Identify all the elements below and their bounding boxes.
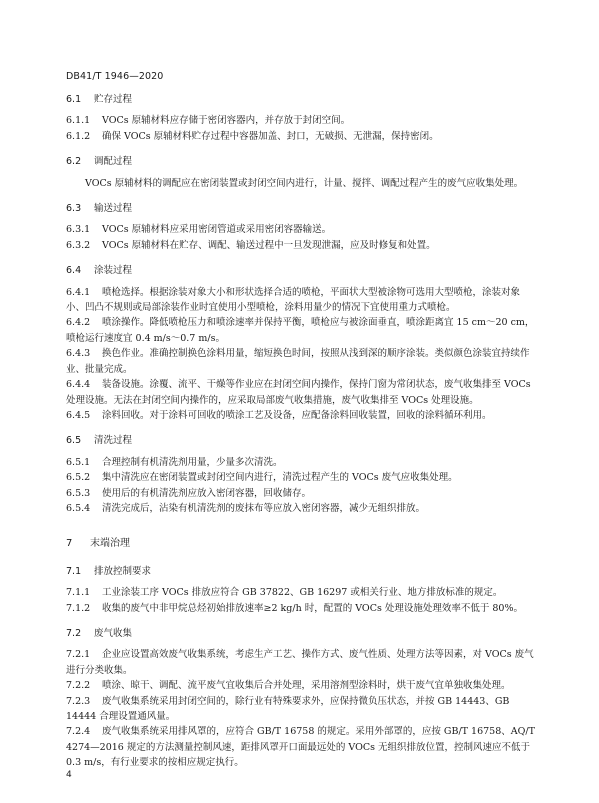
- clause-text: 喷枪选择。根据涂装对象大小和形状选择合适的喷枪，平面状大型被涂物可选用大型喷枪，涂装对象小、凹凸不规则或局部涂装作业时宜使用小型喷枪，涂料用量少的情况下宜使用重力式喷枪。: [66, 286, 521, 314]
- section-title: 贮存过程: [94, 94, 133, 105]
- section-heading-6-1: [66, 92, 538, 107]
- section-title: 输送过程: [94, 203, 133, 215]
- section-number: 6.2: [66, 156, 82, 168]
- clause-text: 合理控制有机清洗剂用量，少量多次清洗。: [102, 456, 283, 468]
- clause-text: 使用后的有机清洗剂应放入密闭容器，回收储存。: [102, 487, 312, 499]
- clause-number: 7.2.3: [66, 695, 91, 707]
- clause-number: 6.5.3: [66, 487, 91, 499]
- clause-text: 废气收集系统采用排风罩的，应符合 GB/T 16758 的规定。采用外部罩的，应按 GB/T 16758、AQ/T 4274—2016 规定的方法测量控制风速，距排风罩开口面最远处的 VOCs 无组织排放位置，控制风速应不低于 0.3 m/s，有行业要求的按相应规定执行。: [66, 726, 535, 769]
- clause-6-1-2: [66, 129, 538, 144]
- clause-7-2-2: [66, 678, 538, 693]
- clause-6-3-2: [66, 238, 538, 253]
- section-title: 排放控制要求: [94, 565, 152, 577]
- clause-number: 7.2.1: [66, 649, 91, 661]
- clause-text: 企业应设置高效废气收集系统，考虑生产工艺、操作方式、废气性质、处理方法等因素，对 VOCs 废气进行分类收集。: [66, 649, 534, 676]
- clause-number: 6.3.2: [66, 239, 91, 251]
- section-number: 6.5: [66, 435, 82, 447]
- paragraph-6-2: VOCs 原辅材料的调配应在密闭装置或封闭空间内进行，计量、搅拌、调配过程产生的废气应收集处理。: [85, 177, 524, 189]
- section-number: 6.4: [66, 265, 82, 277]
- clause-text: 确保 VOCs 原辅材料贮存过程中容器加盖、封口，无破损、无泄漏，保持密闭。: [102, 130, 439, 142]
- clause-6-1-1: [66, 113, 538, 128]
- clause-number: 6.1.2: [66, 130, 91, 142]
- clause-number: 6.4.2: [66, 317, 91, 329]
- chapter-heading-7: [66, 536, 538, 551]
- clause-number: 6.5.2: [66, 472, 91, 484]
- clause-number: 7.2.2: [66, 680, 91, 692]
- clause-number: 7.1.2: [66, 602, 91, 614]
- clause-number: 6.5.4: [66, 502, 91, 514]
- clause-number: 6.4.4: [66, 379, 91, 391]
- clause-7-2-4: [66, 724, 538, 770]
- clause-text: 清洗完成后，沾染有机清洗剂的废抹布等应放入密闭容器，减少无组织排放。: [102, 502, 426, 514]
- clause-text: 喷涂操作。降低喷枪压力和喷涂速率并保持平衡，喷枪应与被涂面垂直，喷涂距离宜 15 cm～20 cm，喷枪运行速度宜 0.4 m/s～0.7 m/s。: [66, 317, 535, 344]
- section-title: 调配过程: [94, 156, 133, 168]
- clause-number: 6.5.1: [66, 456, 91, 468]
- clause-6-5-2: [66, 470, 538, 485]
- clause-7-2-1: [66, 647, 538, 678]
- clause-text: 换色作业。准确控制换色涂料用量，缩短换色时间，按照从浅到深的顺序涂装。类似颜色涂装宜持续作业、批量完成。: [66, 348, 530, 375]
- section-heading-7-2: [66, 626, 538, 641]
- section-number: 6.1: [66, 94, 82, 105]
- clause-6-4-2: [66, 315, 538, 346]
- clause-number: 7.2.4: [66, 726, 91, 738]
- clause-text: 工业涂装工序 VOCs 排放应符合 GB 37822、GB 16297 或相关行业、地方排放标准的规定。: [102, 587, 503, 599]
- page-number: 4: [66, 770, 72, 780]
- clause-text: 喷涂、晾干、调配、流平废气宜收集后合并处理，采用溶剂型涂料时，烘干废气宜单独收集处理。: [102, 680, 511, 692]
- clause-6-5-4: [66, 501, 538, 516]
- clause-number: 6.4.3: [66, 348, 91, 360]
- clause-text: 废气收集系统采用封闭空间的，除行业有特殊要求外，应保持微负压状态，并按 GB 14443、GB 14444 合理设置通风量。: [66, 695, 510, 722]
- section-heading-6-4: [66, 263, 538, 278]
- clause-number: 7.1.1: [66, 587, 91, 599]
- clause-6-5-1: [66, 455, 538, 470]
- clause-text: VOCs 原辅材料应采用密闭管道或采用密闭容器输送。: [102, 224, 332, 236]
- clause-6-3-1: [66, 222, 538, 237]
- clause-text: 装备设施。涂覆、流平、干燥等作业应在封闭空间内操作，保持门窗为常闭状态，废气收集排至 VOCs 处理设施。无法在封闭空间内操作的，应采取局部废气收集措施，废气收集排至 VOCs 处理设施。: [66, 379, 531, 406]
- clause-6-4-5: [66, 408, 538, 423]
- section-title: 涂装过程: [94, 265, 133, 277]
- clause-6-4-3: [66, 346, 538, 377]
- clause-text: 涂料回收。对于涂料可回收的喷涂工艺及设备，应配备涂料回收装置，回收的涂料循环利用。: [102, 409, 492, 421]
- chapter-number: 7: [66, 538, 73, 550]
- clause-number: 6.1.1: [66, 115, 91, 127]
- clause-6-4-4: [66, 377, 538, 408]
- clause-7-1-2: [66, 601, 538, 616]
- clause-7-2-3: [66, 694, 538, 725]
- section-title: 清洗过程: [94, 435, 133, 447]
- section-title: 废气收集: [94, 627, 133, 639]
- clause-6-4-1: [66, 285, 538, 316]
- clause-text: 收集的废气中非甲烷总烃初始排放速率≥2 kg/h 时，配置的 VOCs 处理设施处理效率不低于 80%。: [102, 602, 524, 614]
- clause-text: 集中清洗应在密闭装置或封闭空间内进行，清洗过程产生的 VOCs 废气应收集处理。: [102, 472, 458, 484]
- section-number: 6.3: [66, 203, 82, 215]
- document-id-header: DB41/T 1946—2020: [66, 71, 164, 82]
- clause-text: VOCs 原辅材料在贮存、调配、输送过程中一旦发现泄漏，应及时修复和处置。: [102, 239, 436, 251]
- chapter-title: 末端治理: [90, 538, 130, 550]
- section-number: 7.2: [66, 627, 82, 639]
- section-heading-7-1: [66, 564, 538, 579]
- clause-number: 6.4.5: [66, 409, 91, 421]
- clause-number: 6.4.1: [66, 286, 91, 298]
- section-heading-6-5: [66, 433, 538, 448]
- document-body: [66, 92, 538, 771]
- section-number: 7.1: [66, 565, 82, 577]
- section-heading-6-3: [66, 201, 538, 216]
- clause-number: 6.3.1: [66, 224, 91, 236]
- clause-6-5-3: [66, 486, 538, 501]
- clause-text: VOCs 原辅材料应存储于密闭容器内，并存放于封闭空间。: [102, 115, 351, 127]
- section-heading-6-2: [66, 154, 538, 169]
- clause-7-1-1: [66, 585, 538, 600]
